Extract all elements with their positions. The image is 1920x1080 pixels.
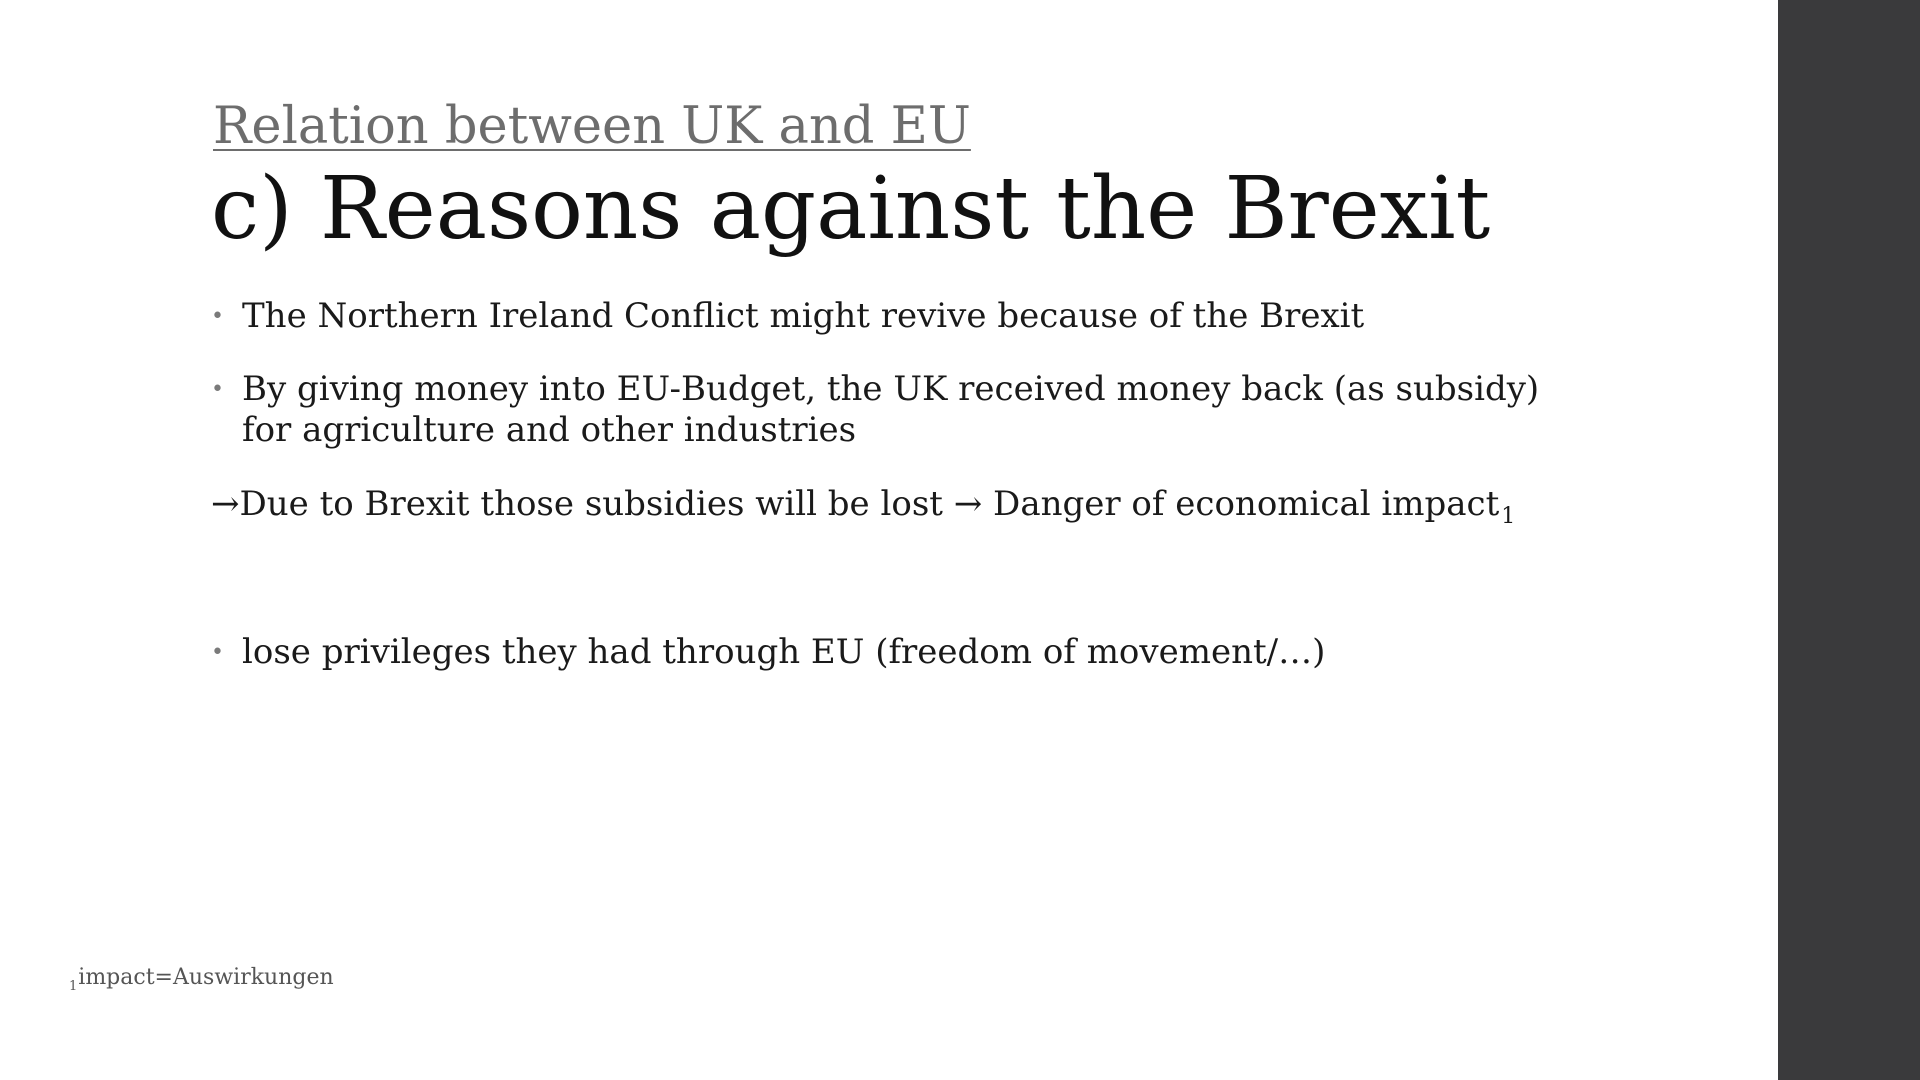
- conclusion-text: Danger of economical impact: [982, 484, 1500, 524]
- arrow-right-icon: →: [953, 484, 983, 524]
- footnote: [69, 964, 334, 1001]
- footnote-mark: 1: [69, 979, 78, 994]
- conclusion-text: Due to Brexit those subsidies will be lost: [239, 484, 954, 524]
- arrow-right-icon: →: [211, 484, 240, 524]
- slide-supertitle: Relation between UK and EU: [213, 97, 971, 156]
- arrow-conclusion-line: [211, 484, 1515, 537]
- bullet-dot-icon: •: [211, 304, 224, 329]
- bullet-text: lose privileges they had through EU (freedom of movement/…): [242, 632, 1326, 672]
- footnote-text: impact=Auswirkungen: [78, 965, 334, 990]
- footnote-reference: 1: [1501, 504, 1516, 529]
- bullet-text-line: By giving money into EU-Budget, the UK received money back (as subsidy): [242, 369, 1540, 409]
- bullet-text-line: for agriculture and other industries: [242, 410, 857, 450]
- side-color-band: [1778, 0, 1920, 1080]
- bullet-text: The Northern Ireland Conflict might revive because of the Brexit: [242, 296, 1365, 336]
- bullet-dot-icon: •: [211, 377, 224, 402]
- bullet-dot-icon: •: [211, 640, 224, 665]
- slide-title: c) Reasons against the Brexit: [211, 159, 1491, 259]
